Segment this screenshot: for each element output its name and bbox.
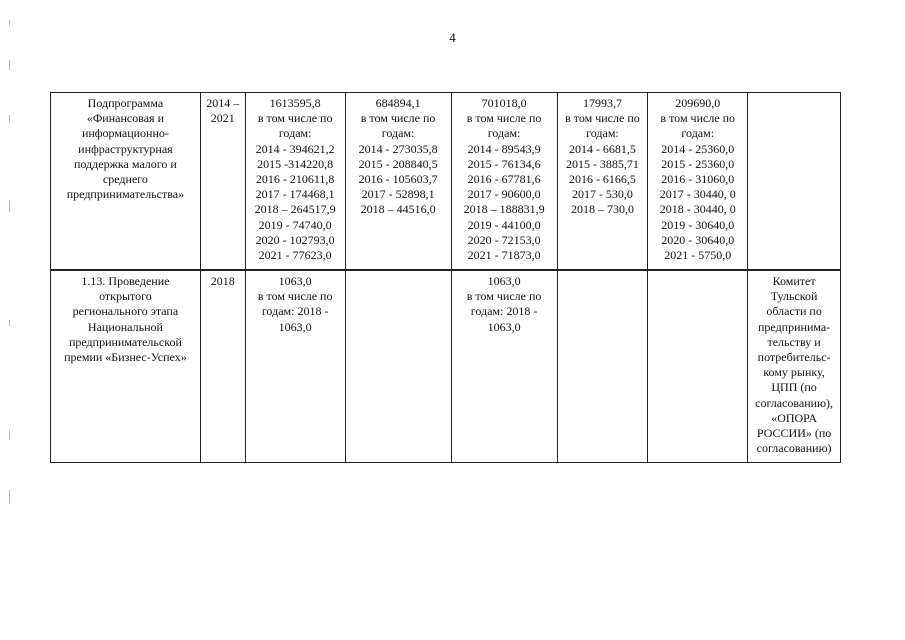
cell-source-4: 209690,0 в том числе по годам: 2014 - 25360,0 2015 - 25360,0 2016 - 31060,0 2017 - 30440, 0 2018 - 30440, 0 2019 - 30640,0 2020 - 30640,0 2021 - 5750,0: [648, 93, 748, 271]
cell-source-4: [648, 270, 748, 463]
table-row-subprogram: [51, 93, 841, 271]
cell-source-3: 17993,7 в том числе по годам: 2014 - 6681,5 2015 - 3885,71 2016 - 6166,5 2017 - 530,0 2018 – 730,0: [557, 93, 648, 271]
cell-total: 1063,0 в том числе по годам: 2018 - 1063,0: [245, 270, 345, 463]
cell-source-2: 1063,0 в том числе по годам: 2018 - 1063,0: [451, 270, 557, 463]
scan-edge-marks: [9, 20, 13, 520]
cell-total: 1613595,8 в том числе по годам: 2014 - 394621,2 2015 -314220,8 2016 - 210611,8 2017 - 174468,1 2018 – 264517,9 2019 - 74740,0 2020 - 102793,0 2021 - 77623,0: [245, 93, 345, 271]
cell-period: 2018: [200, 270, 245, 463]
cell-source-1: 684894,1 в том числе по годам: 2014 - 273035,8 2015 - 208840,5 2016 - 105603,7 2017 - 52898,1 2018 – 44516,0: [345, 93, 451, 271]
cell-executor: [748, 93, 841, 271]
program-financing-table: [50, 92, 841, 463]
page-number: 4: [449, 30, 456, 45]
cell-name: 1.13. Проведение открытого регионального этапа Национальной предпринимательской премии «Бизнес-Успех»: [51, 270, 201, 463]
cell-name: Подпрограмма «Финансовая и информационно- инфраструктурная поддержка малого и среднего предпринимательства»: [51, 93, 201, 271]
cell-source-1: [345, 270, 451, 463]
cell-source-2: 701018,0 в том числе по годам: 2014 - 89543,9 2015 - 76134,6 2016 - 67781,6 2017 - 90600,0 2018 – 188831,9 2019 - 44100,0 2020 - 72153,0 2021 - 71873,0: [451, 93, 557, 271]
cell-period: 2014 – 2021: [200, 93, 245, 271]
cell-executor: Комитет Тульской области по предпринима- тельству и потребительс- кому рынку, ЦПП (по согласованию), «ОПОРА РОССИИ» (по согласованию): [748, 270, 841, 463]
cell-source-3: [557, 270, 648, 463]
table-row-1-13: [51, 270, 841, 463]
